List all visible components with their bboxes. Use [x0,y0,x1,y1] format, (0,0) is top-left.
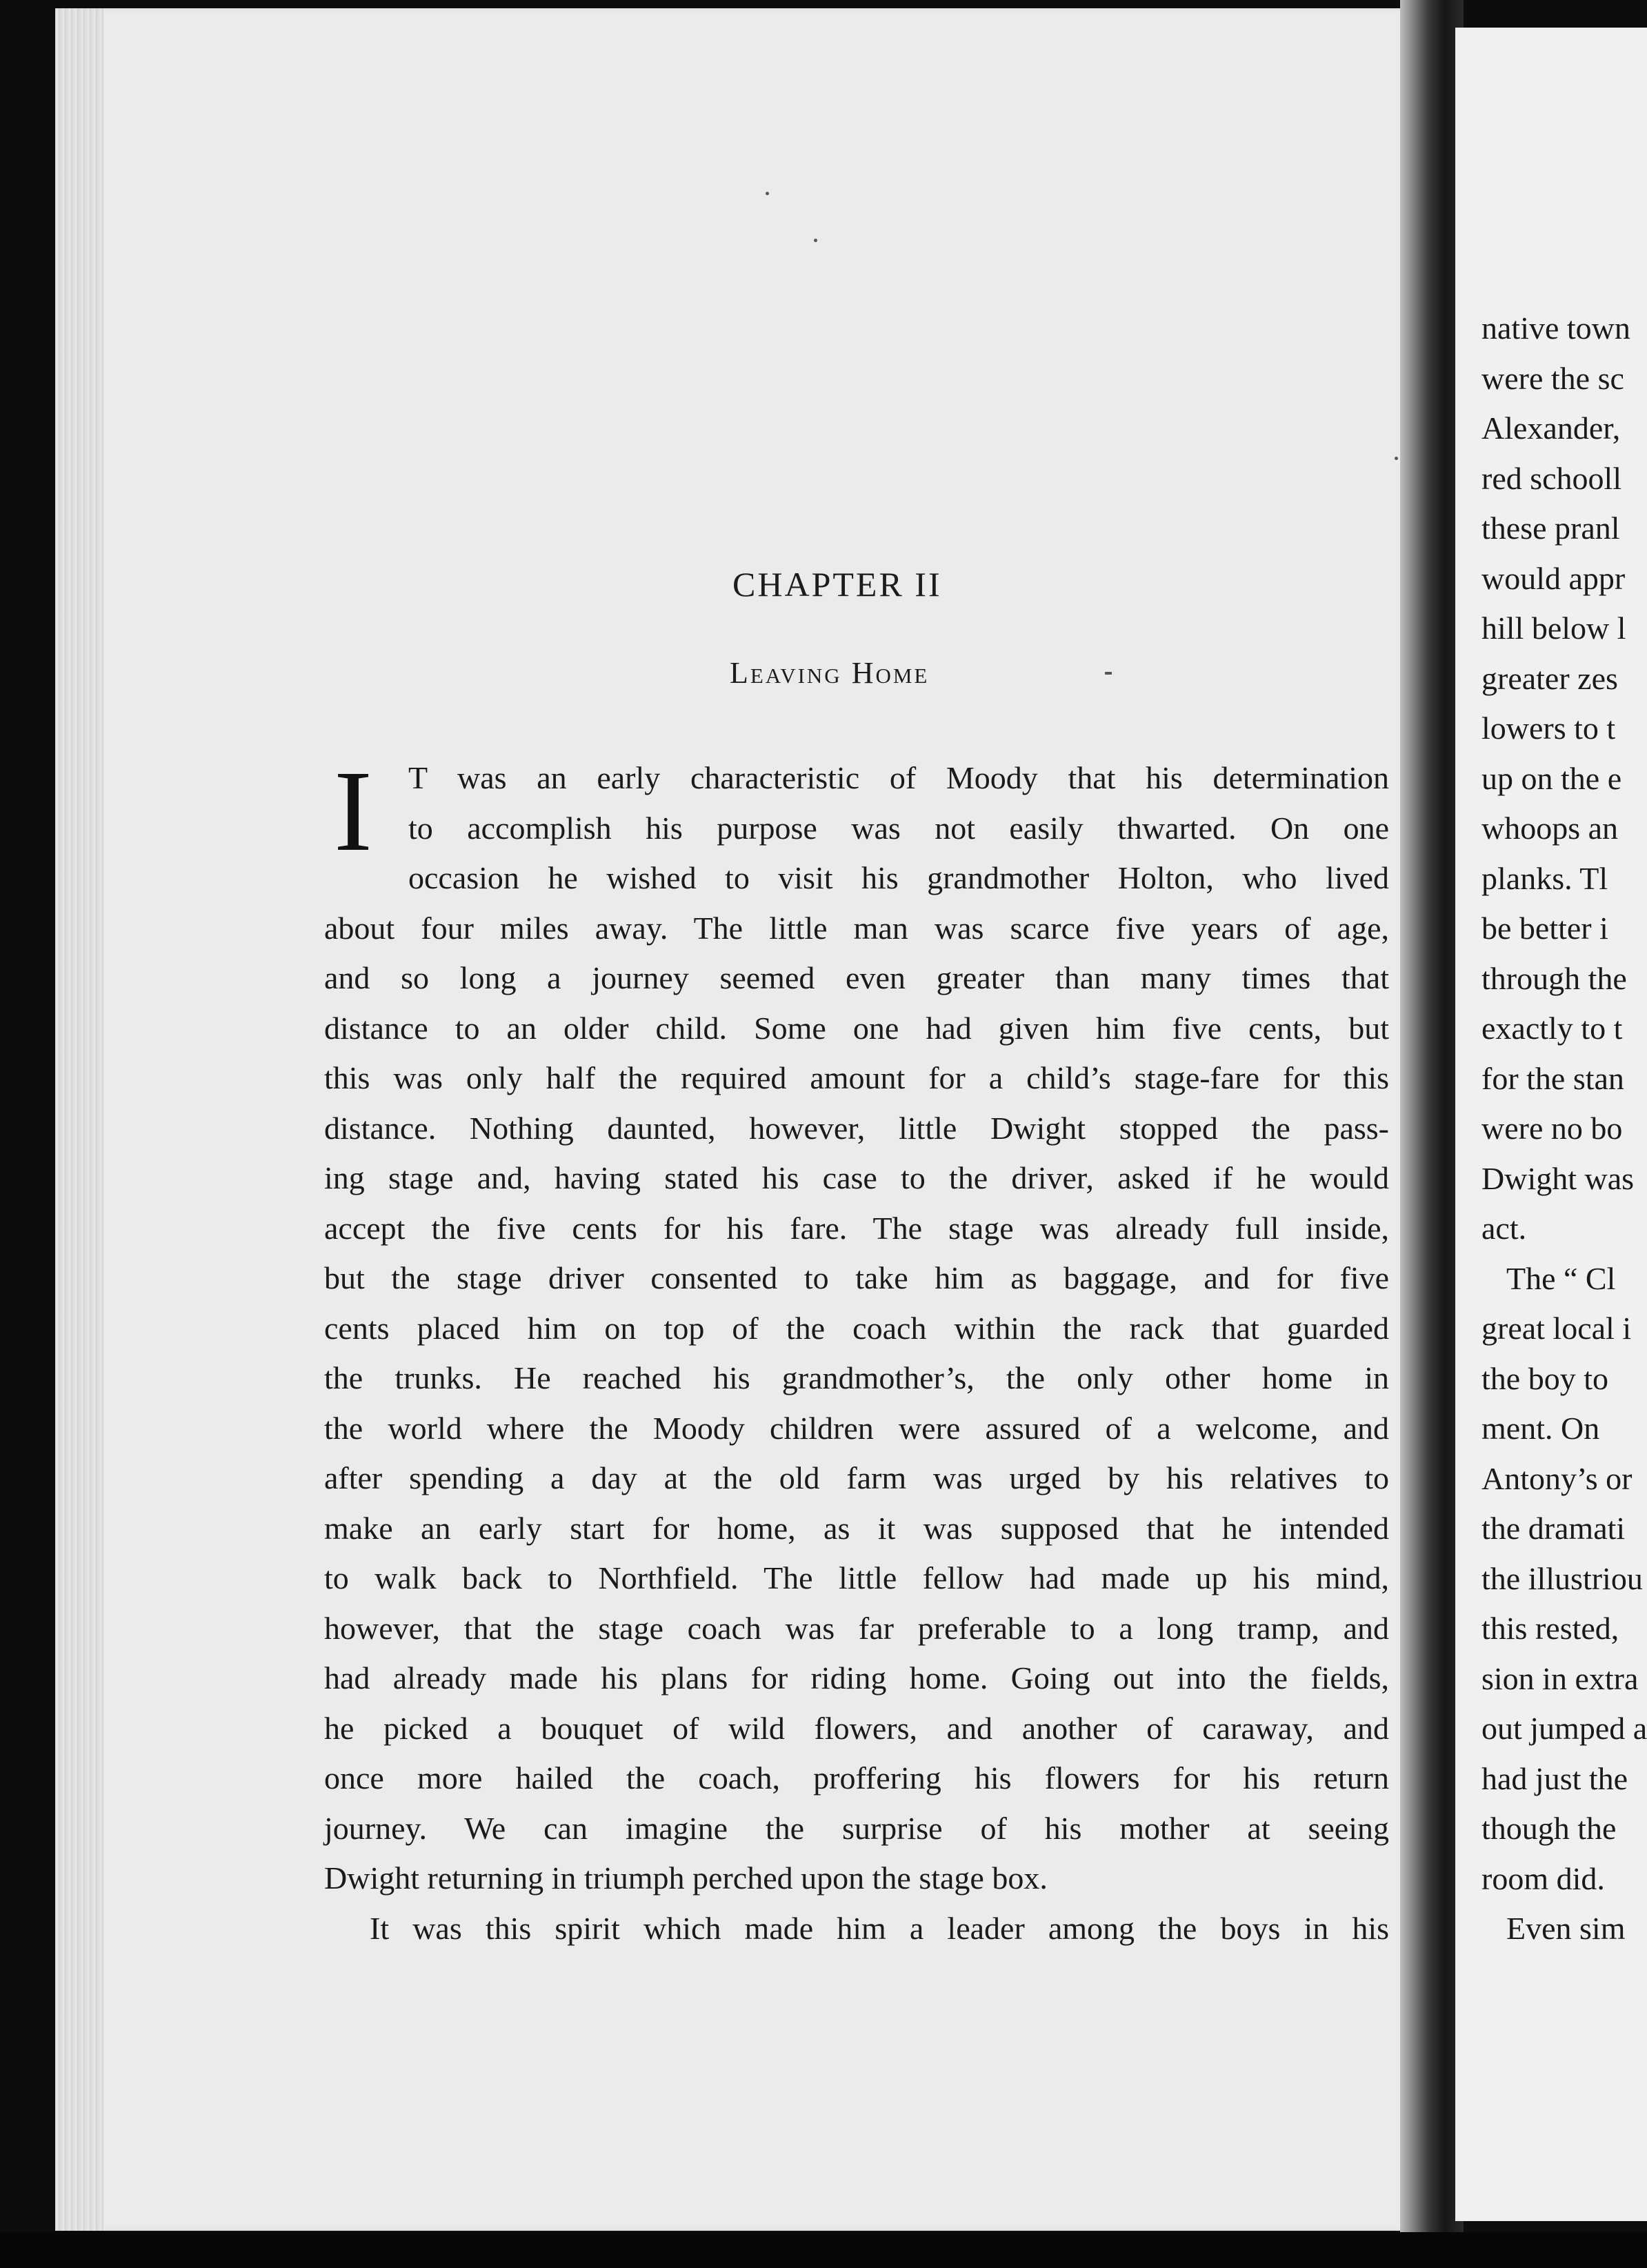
text-line: and so long a journey seemed even greater than many times that [324,960,1389,995]
text-line: however, that the stage coach was far preferable to a long tramp, and [324,1610,1389,1646]
text-line: had just the [1481,1760,1628,1796]
left-page-body [324,747,1389,1953]
text-line: had already made his plans for riding home. Going out into the fields, [324,1660,1389,1695]
chapter-title: Leaving Home [730,656,930,690]
text-line: accept the five cents for his fare. The stage was already full inside, [324,1210,1389,1246]
text-line: Alexander, [1481,410,1621,446]
text-line: be better i [1481,911,1608,946]
text-line: through the [1481,960,1627,996]
text-line: journey. We can imagine the surprise of his mother at seeing [324,1810,1389,1846]
text-line: Dwight was [1481,1160,1635,1196]
text-line: this was only half the required amount for a child’s stage-fare for this [324,1060,1389,1095]
text-line: once more hailed the coach, proffering his flowers for his return [324,1760,1389,1796]
chapter-heading: CHAPTER II [732,565,942,604]
text-line: hill below l [1481,610,1626,646]
text-line: ing stage and, having stated his case to the driver, asked if he would [324,1160,1389,1195]
text-line: distance. Nothing daunted, however, little Dwight stopped the pass- [324,1110,1389,1146]
scan-bottom-border [0,2232,1647,2268]
text-line: this rested, [1481,1611,1619,1646]
page-edges [55,8,103,2231]
text-line: after spending a day at the old farm was urged by his relatives to [324,1460,1389,1495]
text-line: were no bo [1481,1111,1623,1146]
text-line: were the sc [1481,360,1624,396]
text-line: he picked a bouquet of wild flowers, and another of caraway, and [324,1710,1389,1746]
text-line: would appr [1481,560,1626,596]
text-line: out jumped a [1481,1711,1647,1746]
text-line: up on the e [1481,760,1622,796]
paper-speck [1395,457,1398,460]
text-line: occasion he wished to visit his grandmother Holton, who lived [408,860,1389,895]
text-line: Antony’s or [1481,1460,1633,1496]
text-line: the boy to [1481,1360,1608,1396]
text-line: native town [1481,310,1630,346]
text-line: T was an early characteristic of Moody that his determination [408,760,1389,795]
drop-cap: I [334,747,372,875]
text-line: to walk back to Northfield. The little fellow had made up his mind, [324,1560,1389,1595]
text-line: great local i [1481,1311,1632,1346]
text-line: lowers to t [1481,710,1616,746]
text-line: cents placed him on top of the coach within the rack that guarded [324,1310,1389,1346]
text-line: the world where the Moody children were assured of a welcome, and [324,1410,1389,1446]
text-line: the illustriou [1481,1560,1643,1596]
text-line: the trunks. He reached his grandmother’s, the only other home in [324,1360,1389,1395]
text-line: whoops an [1481,810,1619,846]
text-line: sion in extra [1481,1660,1639,1696]
paper-speck [766,192,769,195]
text-line: greater zes [1481,660,1618,696]
text-line: act. [1481,1211,1527,1246]
text-line: It was this spirit which made him a leader among the boys in his [370,1910,1389,1946]
text-line: to accomplish his purpose was not easily thwarted. On one [408,810,1389,846]
paper-speck [1105,672,1112,675]
text-line: ment. On [1481,1411,1600,1446]
text-line: The “ Cl [1506,1260,1616,1296]
text-line: about four miles away. The little man was scarce five years of age, [324,910,1389,946]
text-line: for the stan [1481,1060,1624,1096]
text-line: but the stage driver consented to take him as baggage, and for five [324,1260,1389,1295]
book-gutter [1400,0,1464,2268]
text-line: Even sim [1506,1911,1626,1946]
text-line: red schooll [1481,460,1622,496]
text-line: these pranl [1481,510,1620,546]
text-line: though the [1481,1811,1617,1846]
text-line: planks. Tl [1481,860,1608,896]
text-line: exactly to t [1481,1011,1623,1046]
text-line: the dramati [1481,1511,1626,1546]
text-line: room did. [1481,1860,1605,1896]
paper-speck [814,239,817,242]
right-page-body [1481,304,1647,1954]
text-line: Dwight returning in triumph perched upon the stage box. [324,1860,1048,1896]
text-line: make an early start for home, as it was supposed that he intended [324,1510,1389,1546]
text-line: distance to an older child. Some one had given him five cents, but [324,1010,1389,1046]
